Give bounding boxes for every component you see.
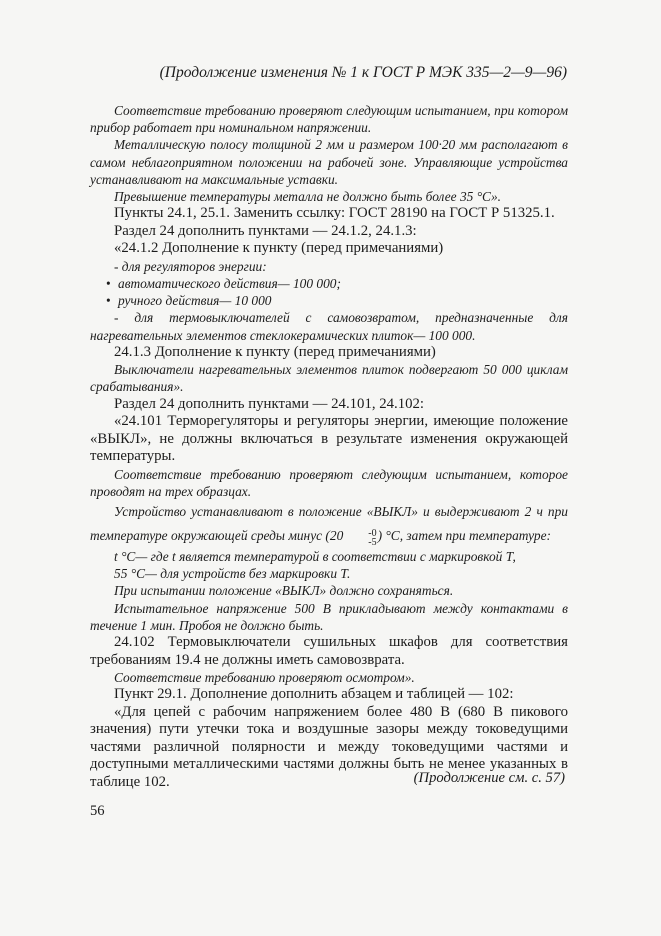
paragraph: 24.102 Термовыключатели сушильных шкафов для соответствия требованиям 19.4 не должны иметь самовозврата. (90, 634, 568, 668)
paragraph: 55 °С— для устройств без маркировки Т. (114, 566, 351, 582)
paragraph: Соответствие требованию проверяют следующим испытанием, которое проводят на трех образцах. (90, 466, 568, 499)
paragraph: Пункты 24.1, 25.1. Заменить ссылку: ГОСТ 28190 на ГОСТ Р 51325.1. (114, 205, 555, 222)
paragraph: Выключатели нагревательных элементов плиток подвергают 50 000 циклам срабатывания». (90, 362, 568, 395)
paragraph: «24.1.2 Дополнение к пункту (перед примечаниями) (114, 240, 444, 257)
paragraph: Превышение температуры металла не должно быть более 35 °С». (114, 189, 502, 205)
bullet-item: • автоматического действия— 100 000; (106, 275, 341, 291)
continuation-note: (Продолжение см. с. 57) (413, 770, 565, 786)
page-number: 56 (90, 803, 105, 819)
tolerance-fraction: -0 -5 (368, 528, 377, 549)
bullet-item: • ручного действия— 10 000 (106, 293, 272, 309)
paragraph: При испытании положение «ВЫКЛ» должно сохраняться. (114, 583, 454, 599)
paragraph: Пункт 29.1. Дополнение дополнить абзацем и таблицей — 102: (114, 686, 514, 703)
paragraph: - для термовыключателей с самовозвратом, предназначенные для нагревательных элементов стеклокерамических плиток— 100 000. (90, 310, 568, 343)
paragraph: t °С— где t является температурой в соответствии с маркировкой Т, (114, 549, 516, 565)
paragraph: Раздел 24 дополнить пунктами — 24.101, 24.102: (114, 395, 425, 412)
paragraph: Соответствие требованию проверяют следующим испытанием, при котором прибор работает при номинальном напряжении. (90, 103, 568, 136)
paragraph: Раздел 24 дополнить пунктами — 24.1.2, 24.1.3: (114, 222, 417, 239)
paragraph: Испытательное напряжение 500 В прикладывают между контактами в течение 1 мин. Пробоя не должно быть. (90, 600, 568, 633)
paragraph-with-tolerance: Устройство устанавливают в положение «ВЫКЛ» и выдерживают 2 ч при температуре окружающей среды минус (20 -0 -5 ) °С, затем при температуре: (90, 504, 568, 549)
paragraph: Соответствие требованию проверяют осмотром». (114, 670, 415, 686)
main-text (90, 96, 568, 791)
paragraph: 24.1.3 Дополнение к пункту (перед примечаниями) (114, 343, 436, 360)
bullet-icon: • (106, 275, 111, 291)
paragraph: «24.101 Терморегуляторы и регуляторы энергии, имеющие положение «ВЫКЛ», не должны включаться в результате изменения окружающей температуры. (90, 413, 568, 465)
running-header: (Продолжение изменения № 1 к ГОСТ Р МЭК 335—2—9—96) (159, 64, 567, 81)
paragraph: - для регуляторов энергии: (114, 258, 267, 274)
paragraph: Металлическую полосу толщиной 2 мм и размером 100·20 мм располагают в самом неблагоприятном положении на рабочей зоне. Управляющие устройства устанавливают на максимальные уставки. (90, 137, 568, 187)
paragraph: «Для цепей с рабочим напряжением более 480 В (680 В пикового значения) пути утечки тока и воздушные зазоры между токоведущими частями различной полярности и между токоведущими частями и доступными металлическими частями должны быть не менее указанных в таблице 102. (90, 703, 568, 790)
bullet-icon: • (106, 293, 111, 309)
